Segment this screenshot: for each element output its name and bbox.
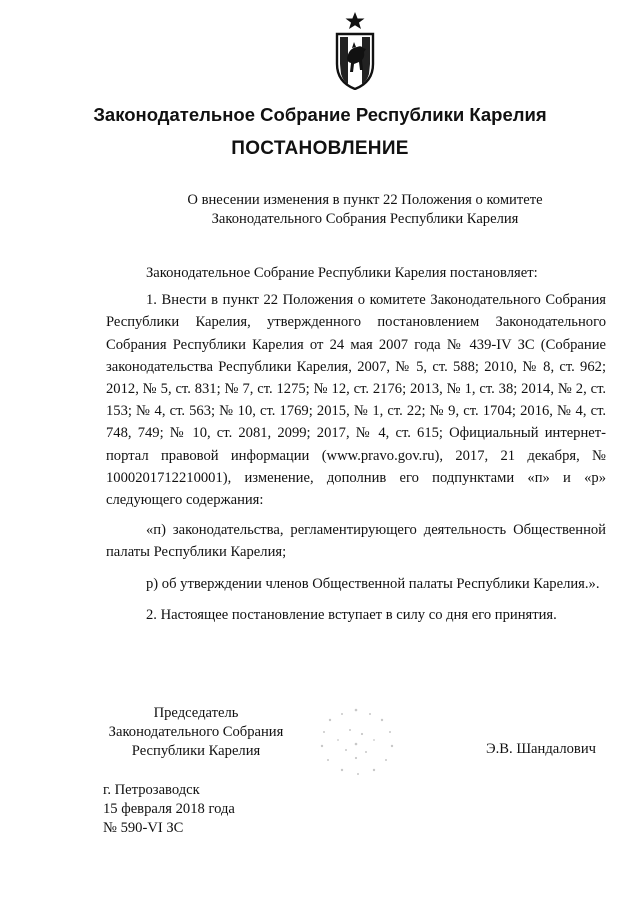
official-seal-icon [300,700,412,780]
document-subject [150,191,580,229]
subject-line-2: Законодательного Собрания Республики Карелия [211,211,519,227]
document-type-heading: ПОСТАНОВЛЕНИЕ [231,138,409,159]
date-of-adoption: 15 февраля 2018 года [103,801,235,817]
resolution-intro: Законодательное Собрание Республики Карелия постановляет: [146,265,538,281]
signatory-title-line-1: Председатель [153,705,239,721]
signatory-title [106,704,286,761]
signatory-title-line-2: Законодательного Собрания [108,724,284,740]
organization-title: Законодательное Собрание Республики Карелия [93,104,547,125]
subpoint-p: «п) законодательства, регламентирующего деятельность Общественной палаты Республики Карелия; [106,522,606,561]
signatory-name: Э.В. Шандалович [486,741,596,757]
signatory-title-line-3: Республики Карелия [131,743,261,759]
document-meta [103,781,235,838]
subpoint-r: р) об утверждении членов Общественной палаты Республики Карелия.». [146,575,600,592]
document-number: № 590-VI ЗС [103,820,184,836]
karelia-coat-of-arms-icon [333,12,377,90]
place-of-adoption: г. Петрозаводск [103,782,200,798]
subject-line-1: О внесении изменения в пункт 22 Положения о комитете [187,192,543,208]
document-body [106,262,606,626]
resolution-item-1: 1. Внести в пункт 22 Положения о комитете Законодательного Собрания Республики Карелия, утвержденного постановлением Законодательного Собрания Республики Карелия от 24 мая 2007 года № 439-IV ЗС (Собрание законодательства Республики Карелия, 2007, № 5, ст. 588; 2010, № 8, ст. 962; 2012, № 5, ст. 831; № 7, ст. 1275; № 12, ст. 2176; 2013, № 1, ст. 38; 2014, № 2, ст. 153; № 4, ст. 563; № 10, ст. 1769; 2015, № 1, ст. 22; № 9, ст. 1704; 2016, № 4, ст. 748, 749; № 10, ст. 2081, 2099; 2017, № 4, ст. 615; Официальный интернет-портал правовой информации (www.pravo.gov.ru), 2017, 21 декабря, № 1000201712210001), изменение, дополнив его подпунктами «п» и «р» следующего содержания: [106,292,606,509]
resolution-item-2: 2. Настоящее постановление вступает в силу со дня его принятия. [146,606,557,623]
